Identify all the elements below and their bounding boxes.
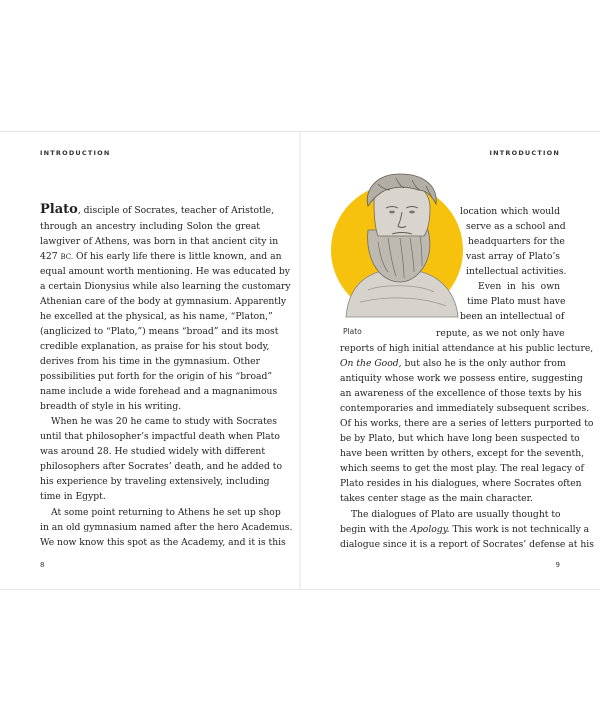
text-line: Plato, disciple of Socrates, teacher of Aristotle,: [40, 202, 275, 217]
birth-year: 427: [40, 251, 58, 262]
text-line: in an old gymnasium named after the hero Academus.: [40, 522, 293, 533]
figure-caption: Plato: [343, 327, 362, 336]
drop-word: Plato: [40, 202, 78, 217]
text-line: serve as a school and: [466, 221, 566, 232]
text-line: vast array of Plato’s: [466, 251, 560, 262]
text-line: time Plato must have: [467, 296, 566, 307]
text-line: which seems to get the most play. The real legacy of: [340, 463, 584, 474]
text-line: breadth of style in his writing.: [40, 401, 182, 412]
text-line: (anglicized to “Plato,”) means “broad” and its most: [40, 326, 279, 337]
text-line: philosophers after Socrates’ death, and he added to: [40, 461, 282, 472]
text-line: The dialogues of Plato are usually thought to: [351, 509, 561, 520]
text-line: lawgiver of Athens, was born in that ancient city in: [40, 236, 279, 247]
text-line: been an intellectual of: [460, 311, 565, 322]
text-line: through an ancestry including Solon the great: [40, 221, 260, 232]
text-line: derives from his time in the gymnasium. Other: [40, 356, 260, 367]
text-line: When he was 20 he came to study with Socrates: [51, 416, 277, 427]
text-line: credible explanation, as praise for his stout body,: [40, 341, 270, 352]
text-line: he excelled at the physical, as his name, “Platon,”: [40, 311, 273, 322]
book-gutter: [299, 132, 301, 589]
right-page-number: 9: [555, 561, 560, 569]
text-line: At some point returning to Athens he set up shop: [51, 507, 281, 518]
text-line: name include a wide forehead and a magnanimous: [40, 386, 278, 397]
text-line: was around 28. He studied widely with different: [40, 446, 266, 457]
text-line: his experience by traveling extensively, including: [40, 476, 270, 487]
text-line: time in Egypt.: [40, 491, 106, 502]
text-line: We now know this spot as the Academy, and it is this: [40, 537, 286, 548]
text-line: a certain Dionysius while also learning the customary: [40, 281, 291, 292]
text-line: reports of high initial attendance at his public lecture,: [340, 343, 594, 354]
text-line: Plato resides in his dialogues, where Socrates often: [340, 478, 582, 489]
text-line: 427 BC. Of his early life there is little known, and an: [40, 251, 282, 262]
right-running-header: INTRODUCTION: [489, 149, 560, 157]
plato-bust-illustration: [338, 172, 462, 317]
book-spread: [0, 131, 600, 590]
text-line: be by Plato, but which have long been suspected to: [340, 433, 580, 444]
text-line: have been written by others, except for the seventh,: [340, 448, 585, 459]
text-line: intellectual activities.: [466, 266, 567, 277]
text-line: repute, as we not only have: [436, 328, 565, 339]
text-line: takes center stage as the main character.: [340, 493, 533, 504]
text-line: location which would: [460, 206, 560, 217]
left-running-header: INTRODUCTION: [40, 149, 111, 157]
text-line: possibilities put forth for the origin of his “broad”: [40, 371, 273, 382]
dialogue-title: Apology.: [410, 524, 450, 535]
text-line: Even in his own: [478, 281, 560, 292]
text-line: contemporaries and immediately subsequent scribes.: [340, 403, 590, 414]
text-line: begin with the Apology. This work is not technically a: [340, 524, 590, 535]
text-line: dialogue since it is a report of Socrates’ defense at his: [340, 539, 594, 550]
text-line: headquarters for the: [468, 236, 565, 247]
left-page-number: 8: [40, 561, 45, 569]
text-line: until that philosopher’s impactful death when Plato: [40, 431, 280, 442]
text-line: Of his works, there are a series of letters purported to: [340, 418, 594, 429]
text-line: equal amount worth mentioning. He was educated by: [40, 266, 290, 277]
era-label: BC.: [60, 253, 74, 261]
text-line: Athenian care of the body at gymnasium. Apparently: [40, 296, 287, 307]
text-line: On the Good, but also he is the only author from: [340, 358, 566, 369]
text-line: antiquity whose work we possess entire, suggesting: [340, 373, 583, 384]
lecture-title: On the Good: [340, 358, 399, 369]
text-line: an awareness of the excellence of those texts by his: [340, 388, 582, 399]
